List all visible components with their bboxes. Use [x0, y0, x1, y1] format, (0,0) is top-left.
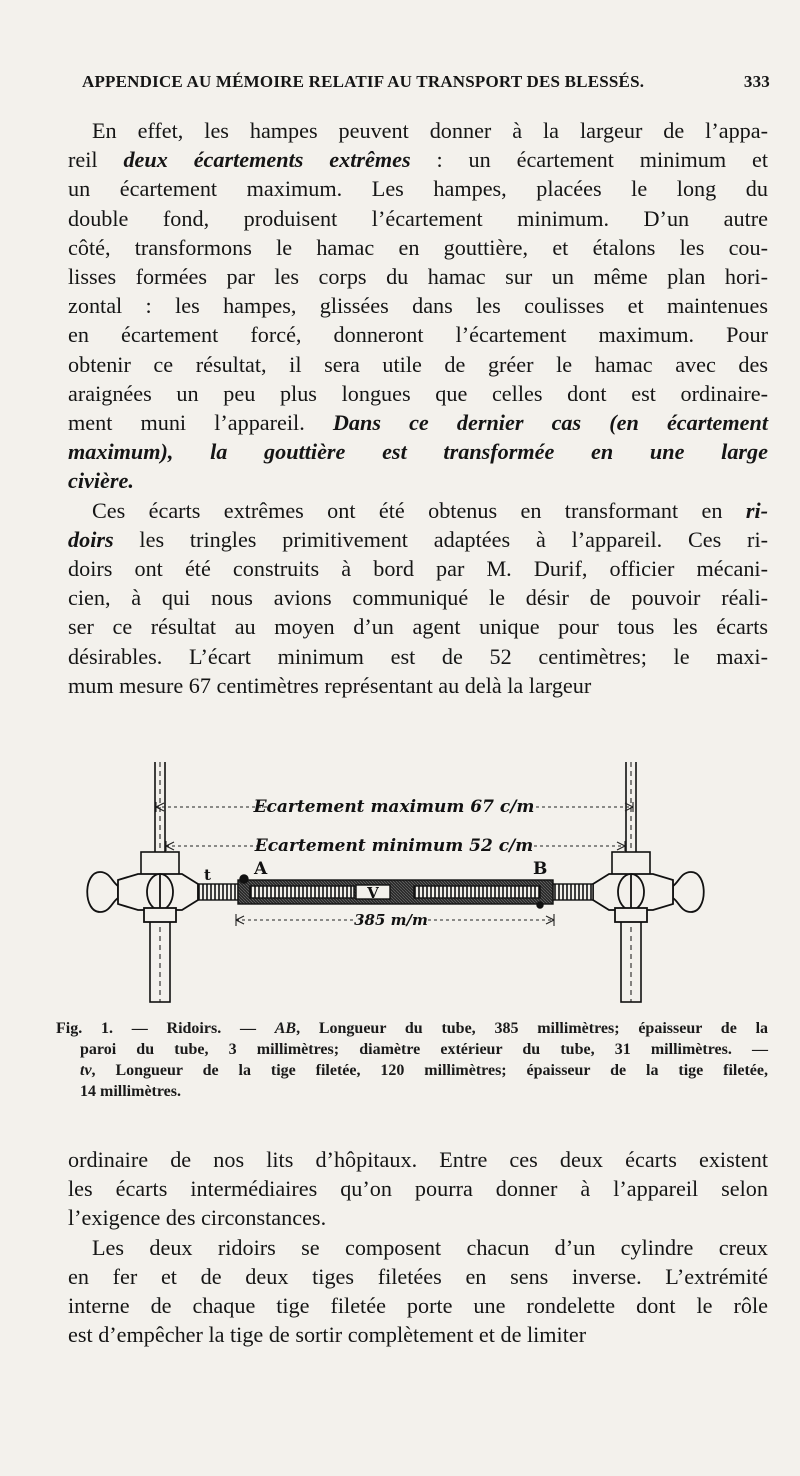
- text-line: [68, 612, 768, 641]
- caption-run: Fig. 1. — Ridoirs. —: [56, 1020, 275, 1037]
- text-line: [68, 1291, 768, 1320]
- paragraph: [68, 1233, 768, 1350]
- text-run: ser ce résultat au moyen d’un agent unique pour tous les écarts: [68, 614, 768, 640]
- ridoir-tube: [198, 875, 593, 908]
- text-run: côté, transformons le hamac en gouttière, et étalons les cou-: [68, 234, 768, 260]
- caption-run: 14 millimètres.: [80, 1083, 182, 1100]
- text-line: [68, 233, 768, 262]
- text-line: [68, 1233, 768, 1262]
- caption-run: , Longueur du tube, 385 millimètres; épaisseur de la: [296, 1020, 769, 1037]
- caption-line: [56, 1060, 768, 1081]
- caption-italic-run: tv: [80, 1062, 92, 1079]
- text-run: lisses formées par les corps du hamac sur un même plan hori-: [68, 264, 768, 290]
- text-line: [68, 379, 768, 408]
- figure-ridoirs: [78, 752, 728, 1012]
- paragraph: [68, 496, 768, 700]
- text-line: [68, 554, 768, 583]
- text-run: mum mesure 67 centimètres représentant au delà la largeur: [68, 672, 592, 698]
- text-line: [68, 1320, 768, 1349]
- caption-run: paroi du tube, 3 millimètres; diamètre extérieur du tube, 31 millimètres. —: [80, 1041, 768, 1058]
- body-text-top: [68, 116, 768, 700]
- text-run: désirables. L’écart minimum est de 52 centimètres; le maxi-: [68, 643, 768, 669]
- text-line: [68, 145, 768, 174]
- text-line: [68, 671, 768, 700]
- caption-run: , Longueur de la tige filetée, 120 millimètres; épaisseur de la tige filetée,: [91, 1062, 768, 1079]
- text-run: ment muni l’appareil.: [68, 410, 333, 436]
- italic-run: deux écartements extrêmes: [123, 147, 411, 173]
- paragraph: [68, 1145, 768, 1233]
- body-text-bottom: [68, 1145, 768, 1349]
- text-run: les tringles primitivement adaptées à l’appareil. Ces ri-: [113, 526, 768, 552]
- text-line: [68, 291, 768, 320]
- caption-italic-run: AB: [274, 1020, 297, 1037]
- italic-run: civière.: [68, 468, 134, 494]
- running-head-title: APPENDICE AU MÉMOIRE RELATIF AU TRANSPORT DES BLESSÉS.: [82, 72, 645, 91]
- italic-run: doirs: [68, 526, 114, 552]
- text-run: araignées un peu plus longues que celles dont est ordinaire-: [68, 380, 768, 406]
- text-line: [68, 437, 768, 466]
- text-line: [68, 1262, 768, 1291]
- text-run: En effet, les hampes peuvent donner à la largeur de l’appa-: [92, 118, 768, 143]
- text-line: [68, 1145, 768, 1174]
- text-run: reil: [68, 147, 124, 173]
- label-A: A: [254, 859, 268, 879]
- text-line: [68, 204, 768, 233]
- text-line: [68, 642, 768, 671]
- label-tube-length: 385 m/m: [354, 911, 428, 929]
- text-run: interne de chaque tige filetée porte une rondelette dont le rôle: [68, 1293, 768, 1319]
- italic-run: maximum), la gouttière est transformée en une large: [68, 439, 768, 465]
- text-line: [68, 320, 768, 349]
- text-run: Ces écarts extrêmes ont été obtenus en transformant en: [92, 497, 746, 523]
- text-line: [68, 116, 768, 145]
- label-t: t: [204, 866, 211, 884]
- italic-run: ri-: [745, 497, 768, 523]
- left-collar: [87, 872, 198, 922]
- label-B: B: [533, 859, 548, 879]
- text-run: l’exigence des circonstances.: [68, 1205, 327, 1231]
- text-run: un écartement maximum. Les hampes, placées le long du: [68, 176, 768, 202]
- text-line: [68, 466, 768, 495]
- text-line: [68, 1203, 768, 1232]
- text-run: : un écartement minimum et: [410, 147, 768, 173]
- running-head: [82, 72, 770, 92]
- text-line: [68, 583, 768, 612]
- page-number: 333: [743, 72, 770, 91]
- text-run: obtenir ce résultat, il sera utile de gréer le hamac avec des: [68, 351, 768, 377]
- text-line: [68, 525, 768, 554]
- caption-line: [56, 1081, 768, 1102]
- text-line: [68, 1174, 768, 1203]
- text-line: [68, 174, 768, 203]
- text-run: cien, à qui nous avions communiqué le désir de pouvoir réali-: [68, 585, 768, 611]
- text-run: en fer et de deux tiges filetées en sens inverse. L’extrémité: [68, 1263, 768, 1289]
- text-line: [68, 350, 768, 379]
- text-line: [68, 408, 768, 437]
- label-ecartement-max: Ecartement maximum 67 c/m: [253, 797, 535, 817]
- text-run: double fond, produisent l’écartement minimum. D’un autre: [68, 205, 768, 231]
- caption-line: [56, 1039, 768, 1060]
- text-run: est d’empêcher la tige de sortir complètement et de limiter: [68, 1322, 587, 1348]
- figure-caption: [56, 1018, 768, 1102]
- caption-line: [56, 1018, 768, 1039]
- italic-run: Dans ce dernier cas (en écartement: [332, 410, 768, 436]
- text-run: ordinaire de nos lits d’hôpitaux. Entre ces deux écarts existent: [68, 1147, 768, 1172]
- text-run: doirs ont été construits à bord par M. Durif, officier mécani-: [68, 556, 768, 582]
- text-run: les écarts intermédiaires qu’on pourra donner à l’appareil selon: [68, 1176, 768, 1202]
- label-V: V: [367, 884, 379, 902]
- label-ecartement-min: Ecartement minimum 52 c/m: [254, 836, 534, 856]
- text-run: en écartement forcé, donneront l’écartement maximum. Pour: [68, 322, 768, 348]
- text-run: zontal : les hampes, glissées dans les coulisses et maintenues: [68, 293, 768, 319]
- text-line: [68, 496, 768, 525]
- text-run: Les deux ridoirs se composent chacun d’un cylindre creux: [92, 1234, 768, 1260]
- text-line: [68, 262, 768, 291]
- paragraph: [68, 116, 768, 496]
- right-collar: [593, 872, 704, 922]
